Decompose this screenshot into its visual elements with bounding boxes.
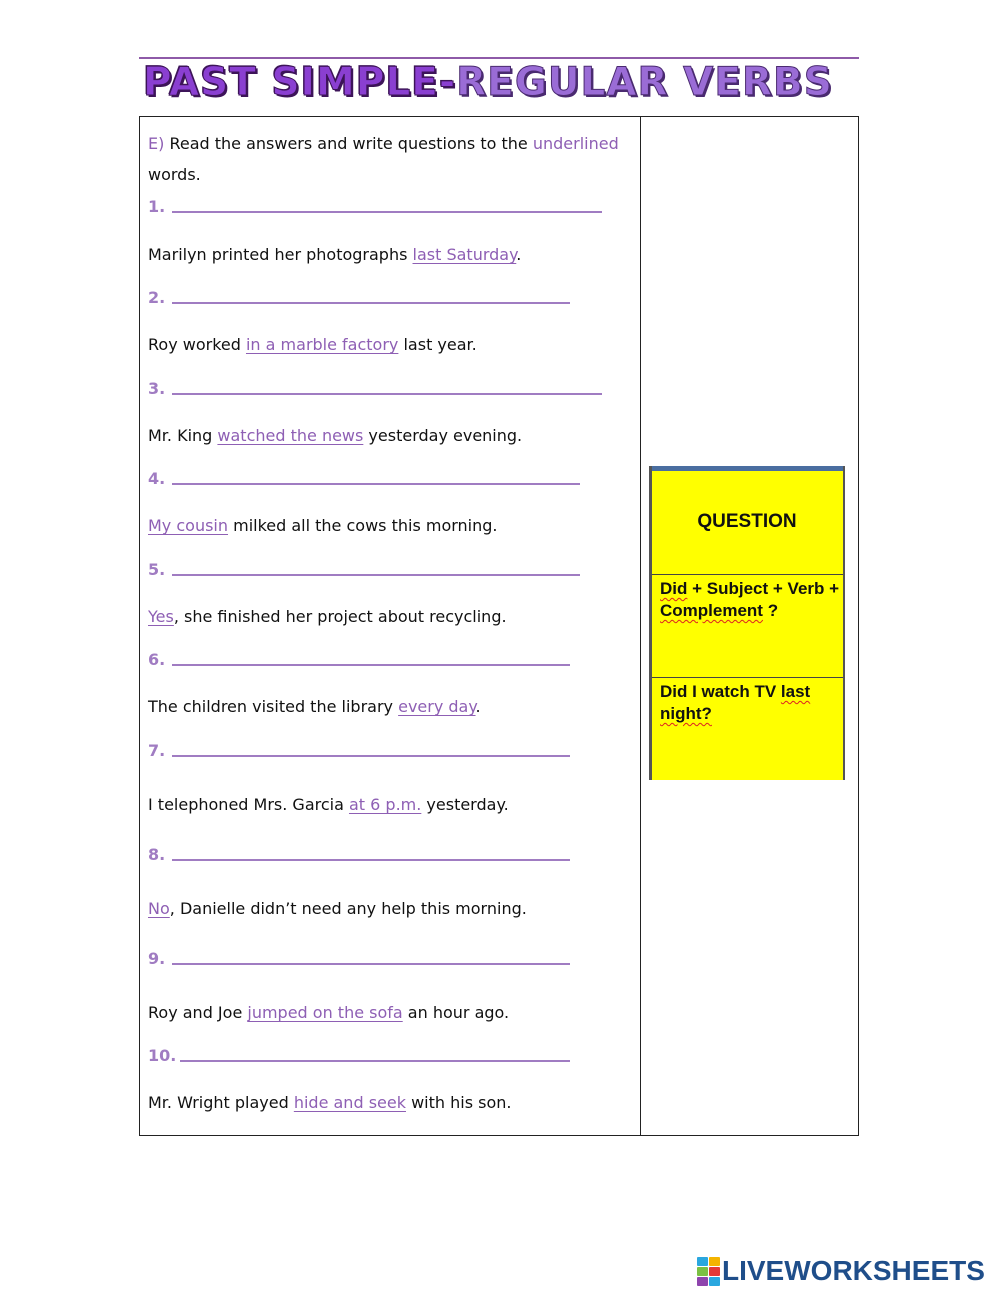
sentence-text: last year. [398,335,477,354]
answer-blank[interactable] [172,963,570,965]
answer-blank[interactable] [172,211,602,213]
title-part-2: REGULAR VERBS [456,60,833,105]
sentence-text: , Danielle didn’t need any help this morning. [169,899,527,918]
sentence-text: . [475,697,481,716]
instructions-end: words. [148,165,201,184]
answer-blank[interactable] [172,574,580,576]
underlined-phrase: at 6 p.m. [348,795,422,814]
instructions-text: Read the answers and write questions to the [169,134,528,153]
column-divider [640,116,641,1136]
worksheet-title [143,58,863,108]
answer-line[interactable] [148,949,165,968]
question-number: 8. [148,845,166,864]
sentence-text: Marilyn printed her photographs [148,245,413,264]
sentence-text: Roy worked [148,335,246,354]
sentence-text: The children visited the library [148,697,399,716]
answer-blank[interactable] [172,755,570,757]
sentence-text: yesterday evening. [363,426,523,445]
answer-sentence [148,899,527,918]
underlined-phrase: hide and seek [293,1093,406,1112]
answer-sentence [148,607,507,626]
answer-blank[interactable] [172,664,570,666]
box-formula: Did + Subject + Verb + Complement ? [660,579,840,620]
sentence-text: yesterday. [421,795,509,814]
sentence-text: with his son. [405,1093,512,1112]
liveworksheets-logo [697,1254,985,1288]
title-part-1: PAST SIMPLE- [143,60,457,105]
logo-icon [697,1257,719,1285]
answer-sentence [148,335,477,354]
answer-line[interactable] [148,845,165,864]
question-number: 7. [148,741,166,760]
instructions [148,128,628,190]
exercise-letter: E) [148,134,165,153]
answer-blank[interactable] [180,1060,570,1062]
question-number: 4. [148,469,166,488]
question-number: 10. [148,1046,177,1065]
answer-line[interactable] [148,560,165,579]
sentence-text: an hour ago. [402,1003,510,1022]
underlined-phrase: watched the news [217,426,364,445]
answer-sentence [148,795,509,814]
question-number: 9. [148,949,166,968]
underlined-phrase: last Saturday [412,245,517,264]
underlined-phrase: No [148,899,170,918]
answer-line[interactable] [148,741,165,760]
instructions-highlight: underlined [532,134,619,153]
answer-sentence [148,426,522,445]
underlined-phrase: My cousin [148,516,229,535]
logo-text: LIVEWORKSHEETS [722,1255,985,1286]
sentence-text: Roy and Joe [148,1003,248,1022]
sentence-text: Mr. Wright played [148,1093,294,1112]
answer-sentence [148,245,521,264]
answer-line[interactable] [148,1046,176,1065]
underlined-phrase: Yes [148,607,174,626]
answer-sentence [148,516,498,535]
question-number: 1. [148,197,166,216]
question-number: 2. [148,288,166,307]
answer-sentence [148,697,481,716]
underlined-phrase: every day [398,697,476,716]
sentence-text: , she finished her project about recycling. [173,607,507,626]
answer-line[interactable] [148,650,165,669]
answer-sentence [148,1003,509,1022]
answer-line[interactable] [148,469,165,488]
question-formula-box [649,466,845,780]
underlined-phrase: jumped on the sofa [247,1003,403,1022]
sentence-text: I telephoned Mrs. Garcia [148,795,349,814]
box-example: Did I watch TV last night? [660,682,811,723]
answer-blank[interactable] [172,393,602,395]
question-number: 3. [148,379,166,398]
answer-blank[interactable] [172,483,580,485]
box-heading: QUESTION [697,511,797,532]
question-number: 5. [148,560,166,579]
sentence-text: milked all the cows this morning. [228,516,498,535]
answer-sentence [148,1093,511,1112]
sentence-text: Mr. King [148,426,218,445]
answer-line[interactable] [148,288,165,307]
sentence-text: . [516,245,522,264]
answer-blank[interactable] [172,859,570,861]
answer-line[interactable] [148,379,165,398]
answer-line[interactable] [148,197,165,216]
answer-blank[interactable] [172,302,570,304]
underlined-phrase: in a marble factory [245,335,399,354]
question-number: 6. [148,650,166,669]
